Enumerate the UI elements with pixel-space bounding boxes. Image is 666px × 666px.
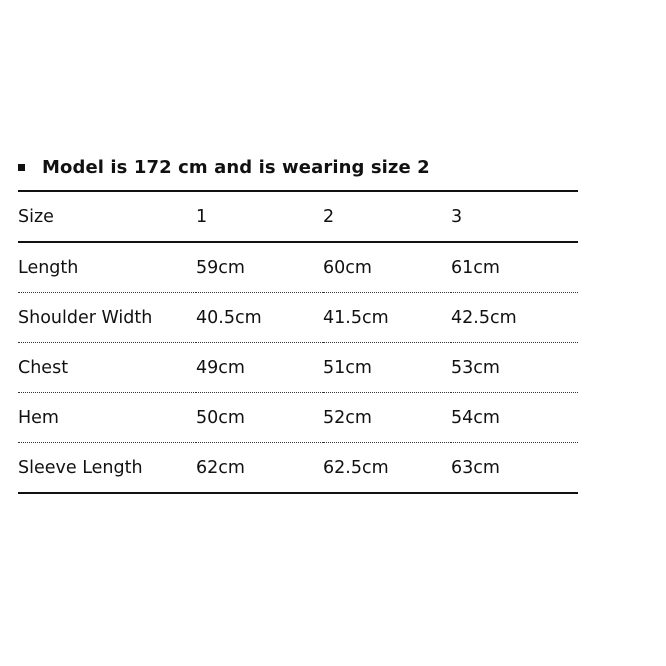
cell-size-2: 51cm [323,357,372,378]
header-size-1: 1 [196,206,208,227]
row-label: Chest [18,357,69,378]
row-label: Shoulder Width [18,307,153,328]
model-size-note [18,155,430,179]
square-bullet-icon [18,164,25,171]
cell-size-3: 54cm [451,407,500,428]
header-size-3: 3 [451,206,463,227]
cell-size-3: 63cm [451,457,500,478]
cell-size-1: 50cm [196,407,245,428]
table-row-sleeve-length [18,443,578,494]
size-chart-table [18,190,578,494]
cell-size-3: 61cm [451,257,500,278]
cell-size-1: 62cm [196,457,245,478]
cell-size-2: 60cm [323,257,372,278]
row-label: Sleeve Length [18,457,143,478]
model-size-note-text: Model is 172 cm and is wearing size 2 [42,156,430,178]
cell-size-3: 42.5cm [451,307,517,328]
cell-size-1: 49cm [196,357,245,378]
header-size: Size [18,206,54,227]
cell-size-3: 53cm [451,357,500,378]
cell-size-1: 59cm [196,257,245,278]
cell-size-2: 41.5cm [323,307,389,328]
table-row-shoulder-width [18,293,578,343]
table-row-hem [18,393,578,443]
table-row-length [18,242,578,293]
cell-size-2: 52cm [323,407,372,428]
header-size-2: 2 [323,206,335,227]
cell-size-2: 62.5cm [323,457,389,478]
row-label: Hem [18,407,59,428]
table-header-row [18,191,578,242]
table-row-chest [18,343,578,393]
cell-size-1: 40.5cm [196,307,262,328]
row-label: Length [18,257,79,278]
